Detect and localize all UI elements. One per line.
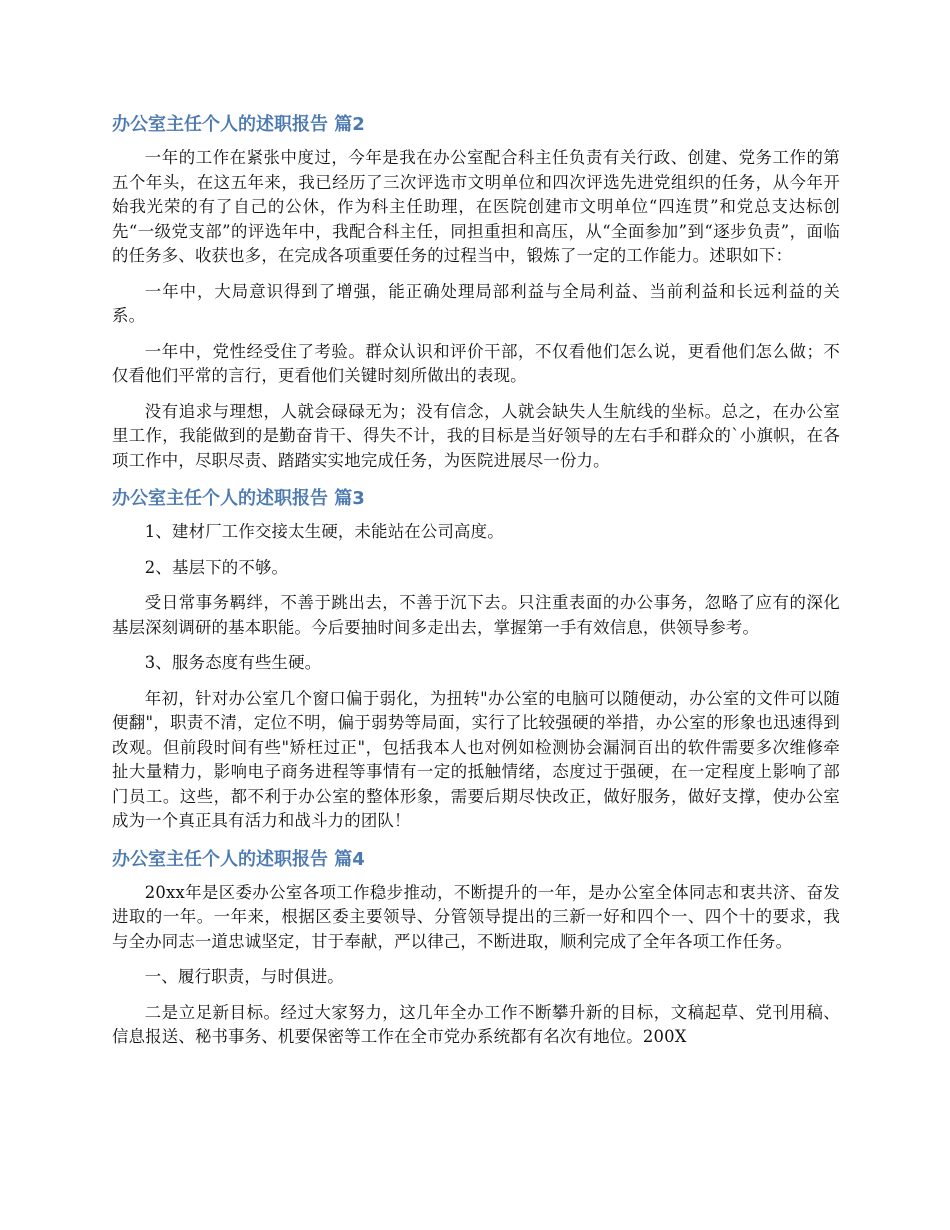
paragraph: 受日常事务羁绊，不善于跳出去，不善于沉下去。只注重表面的办公事务，忽略了应有的深化基层深刻调研的基本职能。今后要抽时间多走出去，掌握第一手有效信息，供领导参考。 bbox=[112, 593, 840, 637]
report-section-3 bbox=[112, 484, 840, 834]
paragraph: 20xx年是区委办公室各项工作稳步推动，不断提升的一年，是办公室全体同志和衷共济、奋发进取的一年。一年来，根据区委主要领导、分管领导提出的三新一好和四个一、四个十的要求，我与全办同志一道忠诚坚定，甘于奉献，严以律己，不断进取，顺利完成了全年各项工作任务。 bbox=[112, 882, 840, 951]
report-section-4 bbox=[112, 845, 840, 1050]
paragraph: 3、服务态度有些生硬。 bbox=[144, 653, 322, 672]
paragraph: 一、履行职责，与时俱进。 bbox=[144, 967, 344, 986]
section-title: 办公室主任个人的述职报告 篇4 bbox=[112, 848, 365, 870]
paragraph: 一年中，大局意识得到了增强，能正确处理局部利益与全局利益、当前利益和长远利益的关系。 bbox=[112, 281, 840, 325]
paragraph: 没有追求与理想，人就会碌碌无为；没有信念，人就会缺失人生航线的坐标。总之，在办公室里工作，我能做到的是勤奋肯干、得失不计，我的目标是当好领导的左右手和群众的`小旗帜，在各项工作中，尽职尽责、踏踏实实地完成任务，为医院进展尽一份力。 bbox=[112, 401, 840, 470]
paragraph: 年初，针对办公室几个窗口偏于弱化，为扭转"办公室的电脑可以随便动，办公室的文件可以随便翻"，职责不清，定位不明，偏于弱势等局面，实行了比较强硬的举措，办公室的形象也迅速得到改观。但前段时间有些"矫枉过正"，包括我本人也对例如检测协会漏洞百出的软件需要多次维修牵扯大量精力，影响电子商务进程等事情有一定的抵触情绪，态度过于强硬，在一定程度上影响了部门员工。这些，都不利于办公室的整体形象，需要后期尽快改正，做好服务，做好支撑，使办公室成为一个真正具有活力和战斗力的团队！ bbox=[112, 688, 840, 830]
paragraph: 1、建材厂工作交接太生硬，未能站在公司高度。 bbox=[144, 522, 504, 541]
paragraph: 一年的工作在紧张中度过，今年是我在办公室配合科主任负责有关行政、创建、党务工作的第五个年头，在这五年来，我已经历了三次评选市文明单位和四次评选先进党组织的任务，从今年开始我光荣的有了自己的公休，作为科主任助理，在医院创建市文明单位“四连贯”和党总支达标创先“一级党支部”的评选年中，我配合科主任，同担重担和高压，从“全面参加”到“逐步负责”，面临的任务多、收获也多，在完成各项重要任务的过程当中，锻炼了一定的工作能力。述职如下： bbox=[112, 148, 840, 265]
document-page bbox=[112, 110, 840, 1061]
section-title: 办公室主任个人的述职报告 篇2 bbox=[112, 114, 365, 135]
paragraph: 二是立足新目标。经过大家努力，这几年全办工作不断攀升新的目标，文稿起草、党刊用稿、信息报送、秘书事务、机要保密等工作在全市党办系统都有名次有地位。200X bbox=[112, 1002, 840, 1046]
report-section-2 bbox=[112, 110, 840, 473]
paragraph: 2、基层下的不够。 bbox=[144, 557, 289, 577]
paragraph: 一年中，党性经受住了考验。群众认识和评价干部，不仅看他们怎么说，更看他们怎么做；不仅看他们平常的言行，更看他们关键时刻所做出的表现。 bbox=[112, 341, 840, 385]
section-title: 办公室主任个人的述职报告 篇3 bbox=[112, 488, 365, 509]
